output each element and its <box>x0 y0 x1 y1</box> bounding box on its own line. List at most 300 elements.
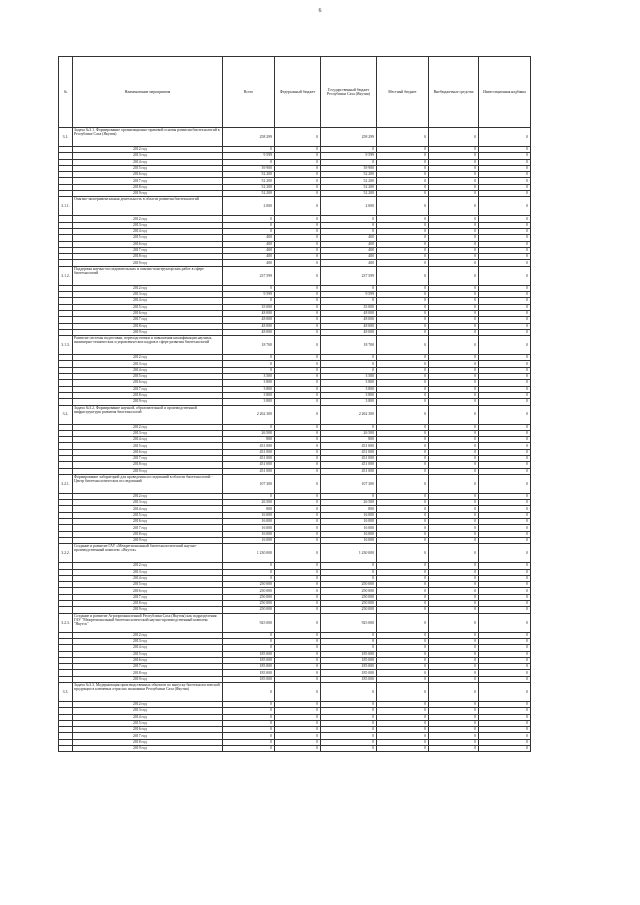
value-cell: 0 <box>429 298 479 304</box>
value-cell: 0 <box>479 241 531 247</box>
value-cell: 0 <box>223 727 275 733</box>
value-cell: 0 <box>377 588 429 594</box>
value-cell: 400 <box>223 254 275 260</box>
value-cell: 0 <box>275 575 321 581</box>
value-cell: 0 <box>377 430 429 436</box>
value-cell: 0 <box>479 165 531 171</box>
row-name: 2018 год <box>73 462 223 468</box>
row-name: 2015 год <box>73 582 223 588</box>
value-cell: 0 <box>223 683 275 702</box>
value-cell: 0 <box>275 367 321 373</box>
value-cell: 35 000 <box>321 304 377 310</box>
value-cell: 0 <box>429 708 479 714</box>
value-cell: 0 <box>321 361 377 367</box>
value-cell: 451 000 <box>223 462 275 468</box>
value-cell: 16 000 <box>223 525 275 531</box>
row-name: 2016 год <box>73 519 223 525</box>
value-cell: 0 <box>275 228 321 234</box>
value-cell: 16 000 <box>321 525 377 531</box>
value-cell: 0 <box>377 651 429 657</box>
value-cell: 0 <box>377 727 429 733</box>
value-cell: 0 <box>275 727 321 733</box>
value-cell: 0 <box>429 474 479 493</box>
value-cell: 0 <box>223 355 275 361</box>
section-row <box>59 197 531 216</box>
value-cell: 52 200 <box>321 191 377 197</box>
row-name: 2019 год <box>73 468 223 474</box>
value-cell: 0 <box>479 657 531 663</box>
value-cell: 0 <box>275 235 321 241</box>
value-cell: 0 <box>321 285 377 291</box>
value-cell: 52 200 <box>321 178 377 184</box>
value-cell: 0 <box>479 563 531 569</box>
value-cell: 0 <box>429 500 479 506</box>
value-cell: 0 <box>275 733 321 739</box>
value-cell: 0 <box>377 739 429 745</box>
value-cell: 0 <box>223 746 275 752</box>
value-cell: 35 000 <box>223 304 275 310</box>
value-cell: 185 000 <box>223 664 275 670</box>
value-cell: 0 <box>275 310 321 316</box>
value-cell: 0 <box>275 582 321 588</box>
value-cell: 0 <box>429 260 479 266</box>
value-cell: 0 <box>479 298 531 304</box>
row-name: 2014 год <box>73 645 223 651</box>
row-name: 2019 год <box>73 607 223 613</box>
value-cell: 0 <box>479 645 531 651</box>
value-cell: 48 000 <box>321 323 377 329</box>
value-cell: 26 500 <box>223 500 275 506</box>
value-cell: 52 200 <box>223 191 275 197</box>
value-cell: 0 <box>377 632 429 638</box>
value-cell: 0 <box>479 727 531 733</box>
value-cell: 0 <box>429 355 479 361</box>
column-header: Инвестиционная надбавка <box>479 57 531 128</box>
value-cell: 0 <box>429 172 479 178</box>
value-cell: 0 <box>479 500 531 506</box>
value-cell: 3 800 <box>223 386 275 392</box>
value-cell: 400 <box>321 235 377 241</box>
row-name: 2017 год <box>73 525 223 531</box>
value-cell: 0 <box>479 594 531 600</box>
row-name: Формирование лабораторий для проведения исследований в области биотехнологий - Центр биотехнологических исследований <box>73 474 223 493</box>
value-cell: 0 <box>429 386 479 392</box>
value-cell: 0 <box>377 178 429 184</box>
value-cell: 0 <box>275 474 321 493</box>
value-cell: 48 000 <box>223 317 275 323</box>
value-cell: 800 <box>321 506 377 512</box>
value-cell: 0 <box>377 292 429 298</box>
column-header: Местный бюджет <box>377 57 429 128</box>
value-cell: 0 <box>275 493 321 499</box>
row-name: 2018 год <box>73 601 223 607</box>
row-name: 2013 год <box>73 500 223 506</box>
value-cell: 0 <box>479 310 531 316</box>
row-name: Опытно-экспериментальная деятельность в области развития биотехнологий <box>73 197 223 216</box>
value-cell: 52 200 <box>223 178 275 184</box>
row-name: Развитие системы подготовки, переподготовки и повышения квалификации научных, инженерно-технических и управленческих кадров в сфере развития биотехнологий <box>73 336 223 355</box>
value-cell: 0 <box>377 386 429 392</box>
value-cell: 39 900 <box>223 165 275 171</box>
value-cell: 0 <box>429 563 479 569</box>
value-cell: 3 800 <box>321 399 377 405</box>
value-cell: 0 <box>275 563 321 569</box>
value-cell: 0 <box>275 468 321 474</box>
value-cell: 0 <box>479 519 531 525</box>
value-cell: 0 <box>429 462 479 468</box>
value-cell: 0 <box>275 645 321 651</box>
value-cell: 925 000 <box>223 613 275 632</box>
row-name: 2015 год <box>73 304 223 310</box>
value-cell: 0 <box>321 720 377 726</box>
value-cell: 0 <box>321 645 377 651</box>
value-cell: 0 <box>377 399 429 405</box>
value-cell: 800 <box>223 437 275 443</box>
value-cell: 0 <box>377 594 429 600</box>
value-cell: 3 800 <box>321 392 377 398</box>
value-cell: 0 <box>479 355 531 361</box>
value-cell: 0 <box>429 493 479 499</box>
value-cell: 0 <box>377 512 429 518</box>
column-header: Всего <box>223 57 275 128</box>
value-cell: 237 599 <box>321 266 377 285</box>
value-cell: 0 <box>275 443 321 449</box>
value-cell: 0 <box>479 147 531 153</box>
row-name: 2016 год <box>73 380 223 386</box>
row-name: 2019 год <box>73 746 223 752</box>
value-cell: 0 <box>321 563 377 569</box>
row-name: 2019 год <box>73 537 223 543</box>
value-cell: 250 000 <box>321 594 377 600</box>
row-code: 3.1.2. <box>59 266 73 285</box>
value-cell: 26 500 <box>223 430 275 436</box>
value-cell: 0 <box>275 329 321 335</box>
value-cell: 0 <box>275 588 321 594</box>
value-cell: 451 000 <box>321 468 377 474</box>
value-cell: 0 <box>429 720 479 726</box>
value-cell: 0 <box>429 443 479 449</box>
row-name: 2018 год <box>73 531 223 537</box>
value-cell: 48 000 <box>223 323 275 329</box>
section-row <box>59 336 531 355</box>
value-cell: 0 <box>377 569 429 575</box>
row-name: 2019 год <box>73 260 223 266</box>
value-cell: 52 200 <box>223 172 275 178</box>
value-cell: 16 000 <box>321 537 377 543</box>
value-cell: 0 <box>377 184 429 190</box>
value-cell: 0 <box>377 241 429 247</box>
value-cell: 250 000 <box>223 607 275 613</box>
value-cell: 0 <box>429 374 479 380</box>
column-header: № <box>59 57 73 128</box>
value-cell: 0 <box>429 241 479 247</box>
value-cell: 0 <box>479 285 531 291</box>
value-cell: 0 <box>223 361 275 367</box>
value-cell: 0 <box>429 191 479 197</box>
value-cell: 0 <box>479 670 531 676</box>
value-cell: 0 <box>479 392 531 398</box>
value-cell: 0 <box>275 292 321 298</box>
value-cell: 0 <box>429 147 479 153</box>
value-cell: 0 <box>377 216 429 222</box>
value-cell: 0 <box>479 430 531 436</box>
value-cell: 185 000 <box>223 651 275 657</box>
value-cell: 0 <box>377 317 429 323</box>
row-name: 2017 год <box>73 455 223 461</box>
value-cell: 0 <box>377 153 429 159</box>
value-cell: 0 <box>429 601 479 607</box>
value-cell: 0 <box>321 493 377 499</box>
section-row <box>59 613 531 632</box>
value-cell: 0 <box>429 405 479 424</box>
value-cell: 2 262 300 <box>223 405 275 424</box>
value-cell: 0 <box>275 323 321 329</box>
value-cell: 0 <box>275 601 321 607</box>
value-cell: 0 <box>377 165 429 171</box>
value-cell: 0 <box>321 222 377 228</box>
value-cell: 451 000 <box>223 455 275 461</box>
value-cell: 800 <box>321 437 377 443</box>
value-cell: 0 <box>429 607 479 613</box>
value-cell: 0 <box>377 670 429 676</box>
value-cell: 800 <box>223 506 275 512</box>
value-cell: 3 800 <box>223 399 275 405</box>
row-name: Задача №3.1. Формирование организационно-правовой основы развития биотехнологий в Республике Саха (Якутия) <box>73 128 223 147</box>
value-cell: 9 599 <box>223 153 275 159</box>
row-name: 2016 год <box>73 588 223 594</box>
value-cell: 0 <box>223 222 275 228</box>
value-cell: 0 <box>479 582 531 588</box>
row-name: 2012 год <box>73 216 223 222</box>
value-cell: 0 <box>377 392 429 398</box>
row-name: 2018 год <box>73 392 223 398</box>
row-name: 2017 год <box>73 317 223 323</box>
value-cell: 0 <box>223 216 275 222</box>
row-name: 2013 год <box>73 638 223 644</box>
value-cell: 107 300 <box>321 474 377 493</box>
row-code <box>59 746 73 752</box>
value-cell: 258 299 <box>321 128 377 147</box>
value-cell: 0 <box>429 247 479 253</box>
value-cell: 0 <box>377 506 429 512</box>
value-cell: 0 <box>479 292 531 298</box>
value-cell: 0 <box>377 638 429 644</box>
value-cell: 0 <box>275 147 321 153</box>
value-cell: 0 <box>223 228 275 234</box>
value-cell: 185 000 <box>223 670 275 676</box>
row-code: 3.2. <box>59 405 73 424</box>
value-cell: 250 000 <box>321 582 377 588</box>
value-cell: 0 <box>275 222 321 228</box>
value-cell: 0 <box>377 191 429 197</box>
value-cell: 0 <box>429 537 479 543</box>
value-cell: 0 <box>429 506 479 512</box>
value-cell: 0 <box>377 367 429 373</box>
value-cell: 0 <box>377 285 429 291</box>
row-name: 2018 год <box>73 670 223 676</box>
value-cell: 185 000 <box>321 670 377 676</box>
value-cell: 0 <box>479 361 531 367</box>
value-cell: 0 <box>275 651 321 657</box>
value-cell: 0 <box>223 720 275 726</box>
value-cell: 0 <box>479 531 531 537</box>
value-cell: 0 <box>429 531 479 537</box>
value-cell: 0 <box>275 525 321 531</box>
value-cell: 0 <box>377 708 429 714</box>
value-cell: 0 <box>429 153 479 159</box>
value-cell: 0 <box>479 153 531 159</box>
value-cell: 0 <box>275 405 321 424</box>
value-cell: 0 <box>479 638 531 644</box>
value-cell: 0 <box>275 746 321 752</box>
value-cell: 0 <box>377 424 429 430</box>
value-cell: 0 <box>479 399 531 405</box>
value-cell: 400 <box>223 260 275 266</box>
value-cell: 0 <box>223 714 275 720</box>
row-name: 2015 год <box>73 235 223 241</box>
value-cell: 0 <box>377 449 429 455</box>
value-cell: 0 <box>429 165 479 171</box>
value-cell: 0 <box>429 254 479 260</box>
row-name: 2013 год <box>73 708 223 714</box>
value-cell: 0 <box>321 638 377 644</box>
value-cell: 0 <box>223 285 275 291</box>
row-name: 2016 год <box>73 449 223 455</box>
value-cell: 0 <box>429 683 479 702</box>
value-cell: 0 <box>429 733 479 739</box>
value-cell: 0 <box>479 197 531 216</box>
value-cell: 0 <box>321 575 377 581</box>
row-name: 2016 год <box>73 727 223 733</box>
value-cell: 0 <box>377 563 429 569</box>
value-cell: 0 <box>275 266 321 285</box>
value-cell: 0 <box>429 512 479 518</box>
value-cell: 3 800 <box>223 392 275 398</box>
value-cell: 0 <box>377 304 429 310</box>
value-cell: 0 <box>479 462 531 468</box>
value-cell: 0 <box>429 455 479 461</box>
value-cell: 0 <box>223 702 275 708</box>
row-name: 2019 год <box>73 191 223 197</box>
value-cell: 0 <box>275 386 321 392</box>
row-name: 2012 год <box>73 632 223 638</box>
row-name: Задача №3.3. Модернизация производственных объектов по выпуску биотехнологической продукции в ключевых отраслях экономики Республики Саха (Якутия) <box>73 683 223 702</box>
value-cell: 0 <box>223 569 275 575</box>
value-cell: 16 000 <box>223 512 275 518</box>
value-cell: 52 200 <box>321 172 377 178</box>
value-cell: 0 <box>321 569 377 575</box>
value-cell: 0 <box>275 462 321 468</box>
value-cell: 0 <box>479 323 531 329</box>
row-name: 2012 год <box>73 702 223 708</box>
value-cell: 0 <box>275 241 321 247</box>
value-cell: 0 <box>275 399 321 405</box>
value-cell: 0 <box>223 298 275 304</box>
value-cell: 52 200 <box>321 184 377 190</box>
value-cell: 0 <box>429 178 479 184</box>
value-cell: 0 <box>429 664 479 670</box>
value-cell: 0 <box>275 361 321 367</box>
value-cell: 0 <box>275 519 321 525</box>
value-cell: 0 <box>429 651 479 657</box>
value-cell: 925 000 <box>321 613 377 632</box>
row-name: 2013 год <box>73 222 223 228</box>
value-cell: 0 <box>377 720 429 726</box>
value-cell: 0 <box>429 645 479 651</box>
page-number: 6 <box>318 8 322 14</box>
value-cell: 0 <box>377 443 429 449</box>
value-cell: 0 <box>479 317 531 323</box>
value-cell: 0 <box>479 468 531 474</box>
row-name: 2013 год <box>73 153 223 159</box>
row-name: 2016 год <box>73 172 223 178</box>
section-row <box>59 266 531 285</box>
value-cell: 0 <box>275 702 321 708</box>
row-name: 2017 год <box>73 178 223 184</box>
value-cell: 0 <box>321 228 377 234</box>
value-cell: 0 <box>377 437 429 443</box>
value-cell: 0 <box>275 317 321 323</box>
value-cell: 0 <box>429 424 479 430</box>
value-cell: 0 <box>377 247 429 253</box>
row-name: 2014 год <box>73 437 223 443</box>
value-cell: 0 <box>479 216 531 222</box>
value-cell: 0 <box>479 537 531 543</box>
value-cell: 0 <box>275 676 321 682</box>
value-cell: 0 <box>275 683 321 702</box>
value-cell: 0 <box>275 304 321 310</box>
section-row <box>59 405 531 424</box>
value-cell: 0 <box>429 657 479 663</box>
value-cell: 3 500 <box>321 374 377 380</box>
value-cell: 0 <box>223 493 275 499</box>
value-cell: 0 <box>479 254 531 260</box>
value-cell: 0 <box>223 563 275 569</box>
value-cell: 0 <box>223 632 275 638</box>
value-cell: 0 <box>377 298 429 304</box>
value-cell: 0 <box>275 594 321 600</box>
value-cell: 0 <box>429 228 479 234</box>
value-cell: 237 599 <box>223 266 275 285</box>
value-cell: 0 <box>429 702 479 708</box>
value-cell: 0 <box>377 702 429 708</box>
value-cell: 0 <box>377 525 429 531</box>
value-cell: 0 <box>275 607 321 613</box>
row-name: 2014 год <box>73 367 223 373</box>
value-cell: 0 <box>275 128 321 147</box>
value-cell: 0 <box>479 172 531 178</box>
row-code: 3.2.2. <box>59 544 73 563</box>
value-cell: 9 599 <box>321 292 377 298</box>
budget-table-container <box>58 56 530 752</box>
value-cell: 2 262 300 <box>321 405 377 424</box>
value-cell: 0 <box>275 153 321 159</box>
value-cell: 0 <box>321 746 377 752</box>
value-cell: 0 <box>377 374 429 380</box>
value-cell: 52 200 <box>223 184 275 190</box>
value-cell: 0 <box>275 506 321 512</box>
row-name: 2012 год <box>73 563 223 569</box>
value-cell: 0 <box>275 720 321 726</box>
value-cell: 0 <box>429 613 479 632</box>
table-body <box>59 128 531 752</box>
value-cell: 0 <box>479 386 531 392</box>
row-name: 2017 год <box>73 664 223 670</box>
value-cell: 0 <box>429 437 479 443</box>
value-cell: 451 000 <box>321 443 377 449</box>
value-cell: 16 000 <box>321 519 377 525</box>
value-cell: 0 <box>275 392 321 398</box>
